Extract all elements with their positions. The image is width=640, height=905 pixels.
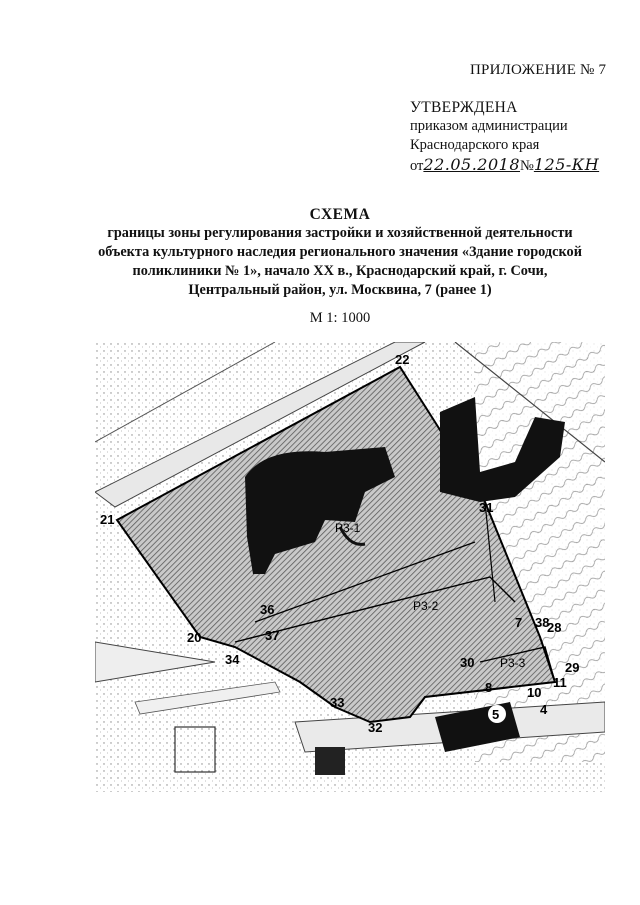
point-label-28: 28 — [547, 620, 562, 635]
point-label-10: 10 — [527, 685, 542, 700]
date-prefix: от — [410, 158, 424, 174]
building-southwest — [315, 747, 345, 775]
point-label-31: 31 — [479, 500, 494, 515]
point-label-4: 4 — [540, 702, 548, 717]
approval-line-1: приказом администрации — [410, 118, 568, 134]
subtitle-line-2: объекта культурного наследия регионального значения «Здание городской — [98, 244, 582, 260]
point-label-22: 22 — [395, 352, 410, 367]
point-label-36: 36 — [260, 602, 275, 617]
subtitle-line-3: поликлиники № 1», начало XX в., Краснодарский край, г. Сочи, — [132, 263, 548, 279]
point-label-30: 30 — [460, 655, 475, 670]
zone-map — [95, 342, 605, 792]
approval-line-2: Краснодарского края — [410, 137, 540, 153]
point-label-21: 21 — [100, 512, 115, 527]
point-label-38: 38 — [535, 615, 550, 630]
approval-number: 125-КН — [533, 155, 600, 174]
point-label-34: 34 — [225, 652, 240, 667]
subtitle-line-1: границы зоны регулирования застройки и хозяйственной деятельности — [107, 225, 573, 241]
appendix-label: ПРИЛОЖЕНИЕ № 7 — [470, 62, 607, 78]
approval-block — [410, 98, 599, 176]
point-label-29: 29 — [565, 660, 580, 675]
zone-label-r3-1: Р3-1 — [335, 521, 361, 535]
number-prefix: № — [520, 158, 534, 174]
point-label-20: 20 — [187, 630, 202, 645]
approval-date: 22.05.2018 — [423, 155, 521, 174]
point-label-11: 11 — [553, 675, 567, 690]
approval-heading: УТВЕРЖДЕНА — [410, 99, 518, 116]
point-label-8: 8 — [485, 680, 493, 695]
approval-date-line — [410, 155, 599, 176]
document-title: СХЕМА — [309, 206, 371, 223]
zone-label-r3-3: Р3-3 — [500, 656, 526, 670]
point-label-33: 33 — [330, 695, 345, 710]
point-label-32: 32 — [368, 720, 383, 735]
subtitle-line-4: Центральный район, ул. Москвина, 7 (ранее 1) — [188, 282, 492, 298]
point-label-37: 37 — [265, 628, 280, 643]
map-scale: М 1: 1000 — [309, 310, 371, 326]
point-label-7: 7 — [515, 615, 523, 630]
object-marker-label: 5 — [492, 707, 500, 722]
document-title-block — [60, 205, 620, 300]
zone-label-r3-2: Р3-2 — [413, 599, 439, 613]
